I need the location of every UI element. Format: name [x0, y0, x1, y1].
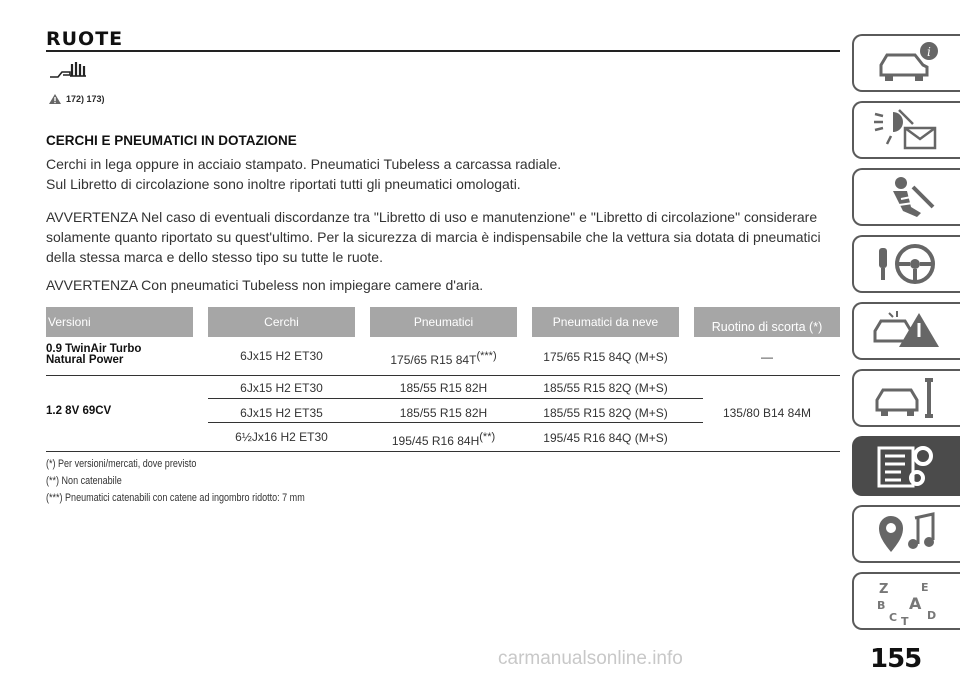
spare-cell: 135/80 B14 84M [722, 406, 812, 420]
tab-safety[interactable] [852, 168, 960, 226]
row-divider [46, 375, 840, 376]
paragraph-line: Cerchi in lega oppure in acciaio stampato. Pneumatici Tubeless a carcassa radiale. [46, 156, 562, 172]
snow-tyre-cell: 175/65 R15 84Q (M+S) [543, 350, 668, 364]
warning-paragraph [46, 207, 840, 267]
maintenance-icon [871, 374, 943, 422]
warning-refs-text: 172) 173) [66, 94, 105, 104]
page-number: 155 [870, 644, 922, 674]
tab-maintenance[interactable] [852, 369, 960, 427]
tyre-note: (**) [479, 431, 496, 443]
starting-driving-icon [871, 240, 943, 288]
header-versioni: Versioni [46, 307, 193, 337]
tab-warning-lights[interactable] [852, 101, 960, 159]
svg-text:T: T [901, 615, 909, 625]
rim-cell: 6Jx15 H2 ET35 [240, 406, 323, 420]
rim-cell: 6½Jx16 H2 ET30 [235, 430, 328, 444]
car-info-icon [871, 39, 943, 87]
version-line: 0.9 TwinAir Turbo [46, 343, 142, 355]
tab-starting-driving[interactable] [852, 235, 960, 293]
index-icon [871, 577, 943, 625]
tyre-cell: 185/55 R15 82H [399, 381, 488, 395]
tyre-note: (***) [476, 350, 497, 362]
technical-data-icon [871, 442, 943, 490]
warning-references [48, 93, 105, 105]
hand-wrench-icon [48, 60, 100, 80]
spare-cell: — [761, 350, 773, 364]
tab-car-info[interactable] [852, 34, 960, 92]
header-ruotino: Ruotino di scorta (*) [694, 307, 840, 337]
rim-cell: 6Jx15 H2 ET30 [240, 349, 323, 363]
version-cell [46, 344, 141, 366]
seat-safety-icon [871, 173, 943, 221]
warning-triangle-icon [48, 93, 62, 105]
tab-multimedia[interactable] [852, 505, 960, 563]
intro-paragraph [46, 154, 840, 194]
subheading: CERCHI E PNEUMATICI IN DOTAZIONE [46, 133, 297, 148]
row-divider [208, 398, 703, 399]
footnote: (*) Per versioni/mercati, dove previsto [46, 458, 197, 470]
svg-text:B: B [877, 599, 886, 612]
multimedia-icon [871, 510, 943, 558]
tab-emergency[interactable] [852, 302, 960, 360]
svg-text:i: i [927, 45, 931, 59]
emergency-icon [871, 307, 943, 355]
tab-technical-data[interactable] [852, 436, 960, 496]
svg-text:Z: Z [879, 582, 889, 597]
snow-tyre-cell: 195/45 R16 84Q (M+S) [543, 431, 668, 445]
tab-index[interactable] [852, 572, 960, 630]
watermark: carmanualsonline.info [498, 648, 683, 669]
header-pneumatici-neve: Pneumatici da neve [532, 307, 679, 337]
paragraph-line: solamente quanto riportato su quest'ultimo. Per la sicurezza di marcia è indispensabile che la vettura sia dotata di pneumatici [46, 229, 821, 245]
title-rule [46, 50, 840, 52]
row-divider [208, 422, 703, 423]
tyre-cell [370, 350, 517, 367]
footnote: (**) Non catenabile [46, 475, 122, 487]
footnote: (***) Pneumatici catenabili con catene ad ingombro ridotto: 7 mm [46, 492, 305, 504]
svg-text:C: C [889, 611, 898, 624]
paragraph-line: Sul Libretto di circolazione sono inoltre riportati tutti gli pneumatici omologati. [46, 176, 521, 192]
version-line: Natural Power [46, 354, 124, 366]
snow-tyre-cell: 185/55 R15 82Q (M+S) [543, 381, 668, 395]
table-header [46, 307, 840, 337]
version-cell: 1.2 8V 69CV [46, 405, 112, 417]
svg-text:A: A [909, 594, 922, 613]
header-cerchi: Cerchi [208, 307, 355, 337]
rim-cell: 6Jx15 H2 ET30 [240, 381, 323, 395]
tyre-cell [370, 431, 517, 448]
tyre-value: 195/45 R16 84H [391, 434, 480, 448]
paragraph-line: AVVERTENZA Nel caso di eventuali discordanze tra "Libretto di uso e manutenzione" e "Libretto di circolazione" considerare [46, 209, 818, 225]
snow-tyre-cell: 185/55 R15 82Q (M+S) [543, 406, 668, 420]
footnotes [46, 456, 538, 507]
paragraph-line: della stessa marca e dello stesso tipo su tutte le ruote. [46, 249, 383, 265]
section-title: RUOTE [46, 28, 124, 50]
svg-text:D: D [927, 609, 937, 622]
header-pneumatici: Pneumatici [370, 307, 517, 337]
tubeless-warning: AVVERTENZA Con pneumatici Tubeless non impiegare camere d'aria. [46, 277, 484, 293]
table-bottom-rule [46, 451, 840, 452]
warning-lights-icon [871, 106, 943, 154]
svg-text:E: E [921, 581, 929, 594]
tyre-value: 175/65 R15 84T [390, 353, 477, 367]
tyre-cell: 185/55 R15 82H [399, 406, 488, 420]
